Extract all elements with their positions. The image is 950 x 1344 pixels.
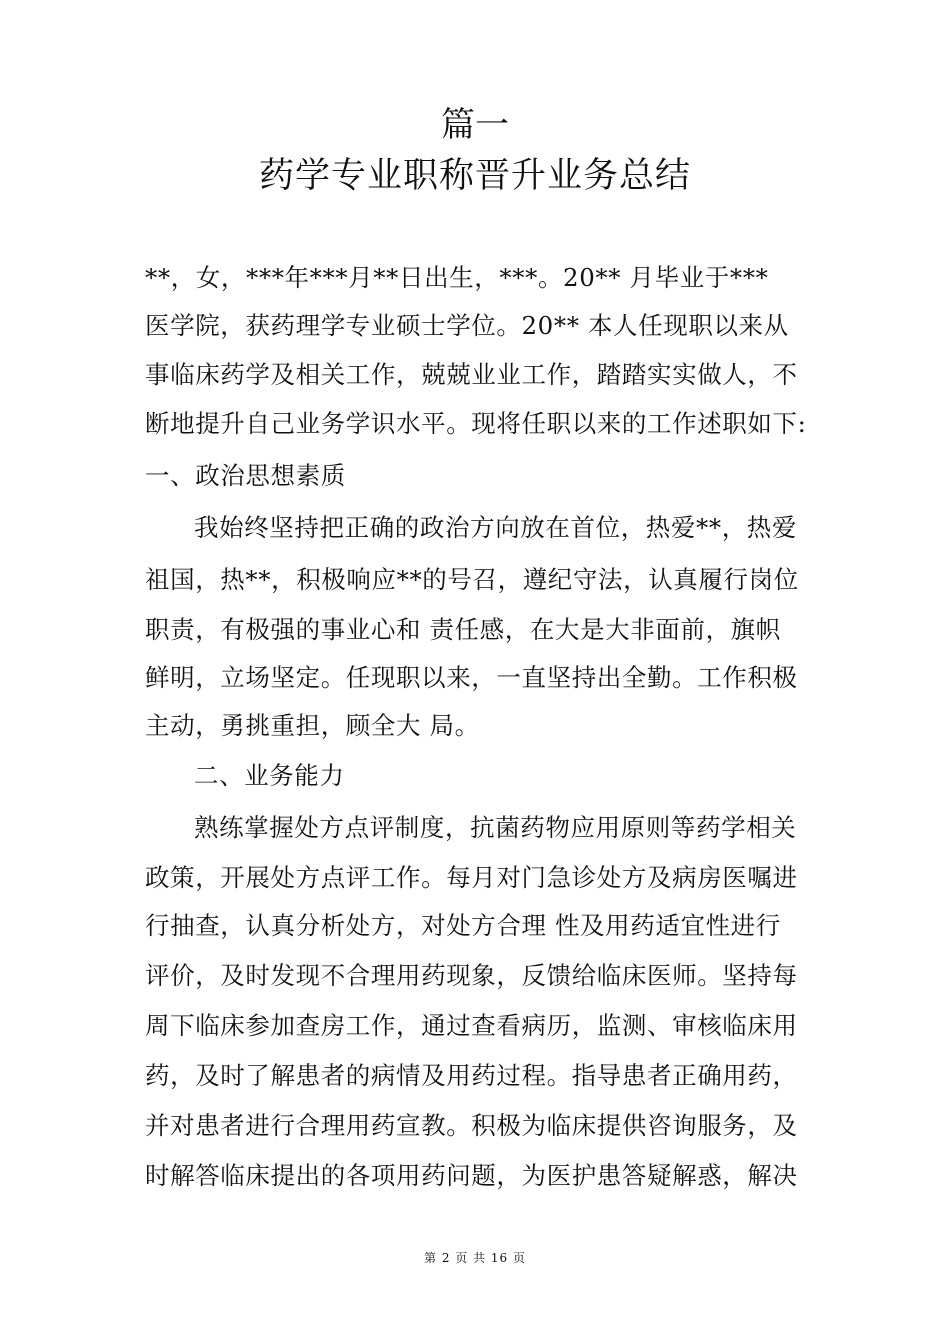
body-line: 熟练掌握处方点评制度，抗菌药物应用原则等药学相关 [194, 813, 797, 842]
body-line: 主动，勇挑重担，顾全大 局。 [145, 711, 480, 740]
body-line: 评价，及时发现不合理用药现象，反馈给临床医师。坚持每 [145, 961, 798, 990]
body-line: 行抽查，认真分析处方，对处方合理 性及用药适宜性进行 [145, 911, 781, 940]
document-title: 药学专业职称晋升业务总结 [258, 156, 691, 196]
body-line: 医学院，获药理学专业硕士学位。20** 本人任现职以来从 [145, 311, 789, 340]
body-line: 政策，开展处方点评工作。每月对门急诊处方及病房医嘱进 [145, 863, 798, 892]
body-line: 并对患者进行合理用药宣教。积极为临床提供咨询服务，及 [145, 1111, 798, 1140]
body-line: 我始终坚持把正确的政治方向放在首位，热爱**，热爱 [194, 513, 797, 542]
body-line: 职责，有极强的事业心和 责任感，在大是大非面前，旗帜 [145, 615, 781, 644]
section-heading-politics: 一、政治思想素质 [145, 461, 346, 490]
body-line: 断地提升自己业务学识水平。现将任职以来的工作述职如下: [145, 409, 807, 438]
body-line: 周下临床参加查房工作，通过查看病历，监测、审核临床用 [145, 1011, 798, 1040]
body-line: 祖国，热**，积极响应**的号召，遵纪守法，认真履行岗位 [145, 565, 799, 594]
section-heading-ability: 二、业务能力 [194, 761, 345, 790]
section-label: 篇一 [441, 105, 509, 145]
page-number: 第 2 页 共 16 页 [424, 1251, 526, 1265]
body-line: **，女，***年***月**日出生，***。20** 月毕业于*** [145, 263, 769, 292]
body-line: 药，及时了解患者的病情及用药过程。指导患者正确用药， [145, 1061, 798, 1090]
body-line: 鲜明，立场坚定。任现职以来，一直坚持出全勤。工作积极 [145, 663, 798, 692]
body-line: 时解答临床提出的各项用药问题，为医护患答疑解惑，解决 [145, 1161, 798, 1190]
body-line: 事临床药学及相关工作，兢兢业业工作，踏踏实实做人，不 [145, 360, 798, 389]
